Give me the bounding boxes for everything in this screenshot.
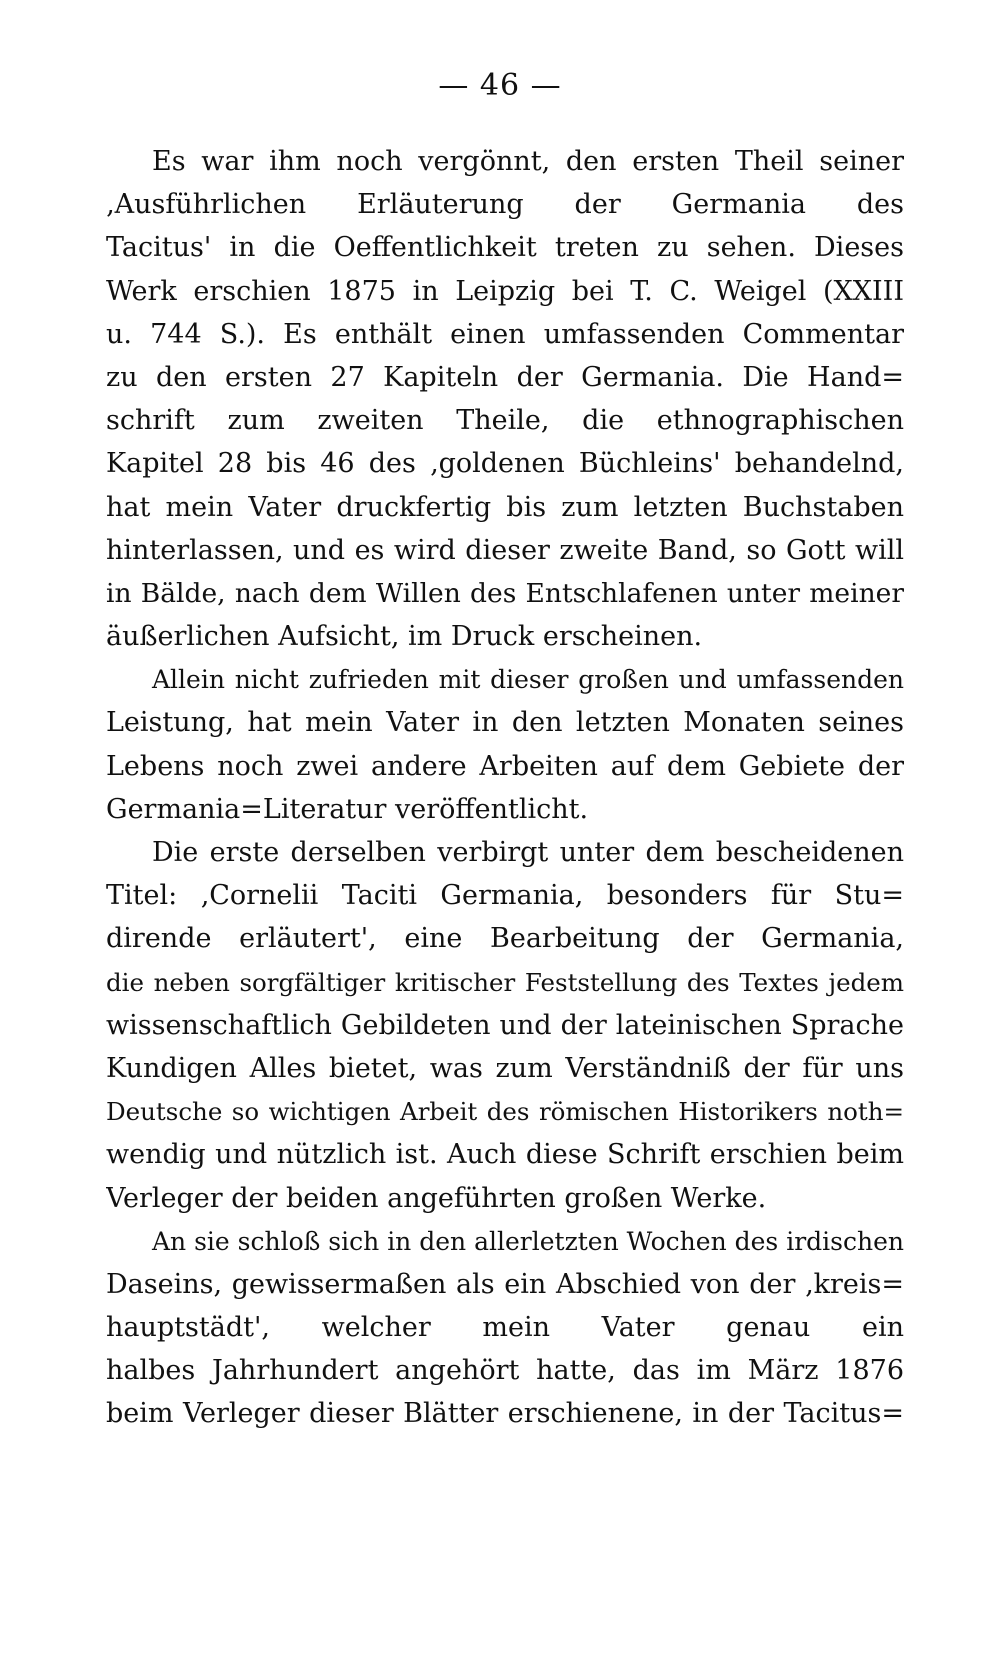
text-line: Deutsche so wichtigen Arbeit des römischen Historikers noth= (106, 1097, 904, 1127)
text-line: Die erste derselben verbirgt unter dem bescheidenen (152, 837, 904, 868)
text-line: halbes Jahrhundert angehört hatte, das im März 1876 (106, 1355, 904, 1387)
text-line: Lebens noch zwei andere Arbeiten auf dem Gebiete der (106, 750, 904, 782)
text-line: wendig und nützlich ist. Auch diese Schrift erschien beim (106, 1139, 904, 1171)
text-line: Titel: ‚Cornelii Taciti Germania, besonders für Stu= (106, 880, 904, 912)
text-line: Es war ihm noch vergönnt, den ersten Theil seiner (152, 146, 904, 177)
text-line: u. 744 S.). Es enthält einen umfassenden Commentar (106, 318, 904, 350)
text-line: ‚Ausführlichen Erläuterung der Germania des (106, 189, 904, 221)
text-line: zu den ersten 27 Kapiteln der Germania. Die Hand= (106, 361, 904, 393)
body-text (106, 140, 904, 1436)
text-line: Verleger der beiden angeführten großen Werke. (106, 1182, 767, 1214)
text-line: Germania=Literatur veröffentlicht. (106, 793, 589, 825)
text-line: die neben sorgfältiger kritischer Feststellung des Textes jedem (106, 967, 904, 997)
text-line: dirende erläutert', eine Bearbeitung der Germania, (106, 923, 904, 955)
text-line: beim Verleger dieser Blätter erschienene, in der Tacitus= (106, 1398, 904, 1430)
text-line: schrift zum zweiten Theile, die ethnographischen (106, 405, 904, 437)
text-line: hauptstädt', welcher mein Vater genau ein (106, 1312, 904, 1344)
page-number: — 46 — (438, 68, 562, 103)
text-line: Leistung, hat mein Vater in den letzten Monaten seines (106, 707, 904, 739)
text-line: wissenschaftlich Gebildeten und der lateinischen Sprache (106, 1009, 904, 1041)
text-line: in Bälde, nach dem Willen des Entschlafenen unter meiner (106, 577, 904, 609)
text-line: Allein nicht zufrieden mit dieser großen und umfassenden (152, 665, 904, 695)
text-line: Kundigen Alles bietet, was zum Verständniß der für uns (106, 1052, 904, 1084)
text-line: Tacitus' in die Oeffentlichkeit treten zu sehen. Dieses (106, 232, 904, 264)
text-line: äußerlichen Aufsicht, im Druck erscheinen. (106, 621, 703, 653)
text-line: Kapitel 28 bis 46 des ‚goldenen Büchleins' behandelnd, (106, 448, 904, 480)
text-line: hinterlassen, und es wird dieser zweite Band, so Gott will (106, 534, 904, 566)
text-line: Werk erschien 1875 in Leipzig bei T. C. Weigel (XXIII (106, 275, 904, 307)
text-line: Daseins, gewissermaßen als ein Abschied von der ‚kreis= (106, 1268, 904, 1300)
text-line: hat mein Vater druckfertig bis zum letzten Buchstaben (106, 491, 904, 523)
text-line: An sie schloß sich in den allerletzten Wochen des irdischen (152, 1226, 904, 1256)
